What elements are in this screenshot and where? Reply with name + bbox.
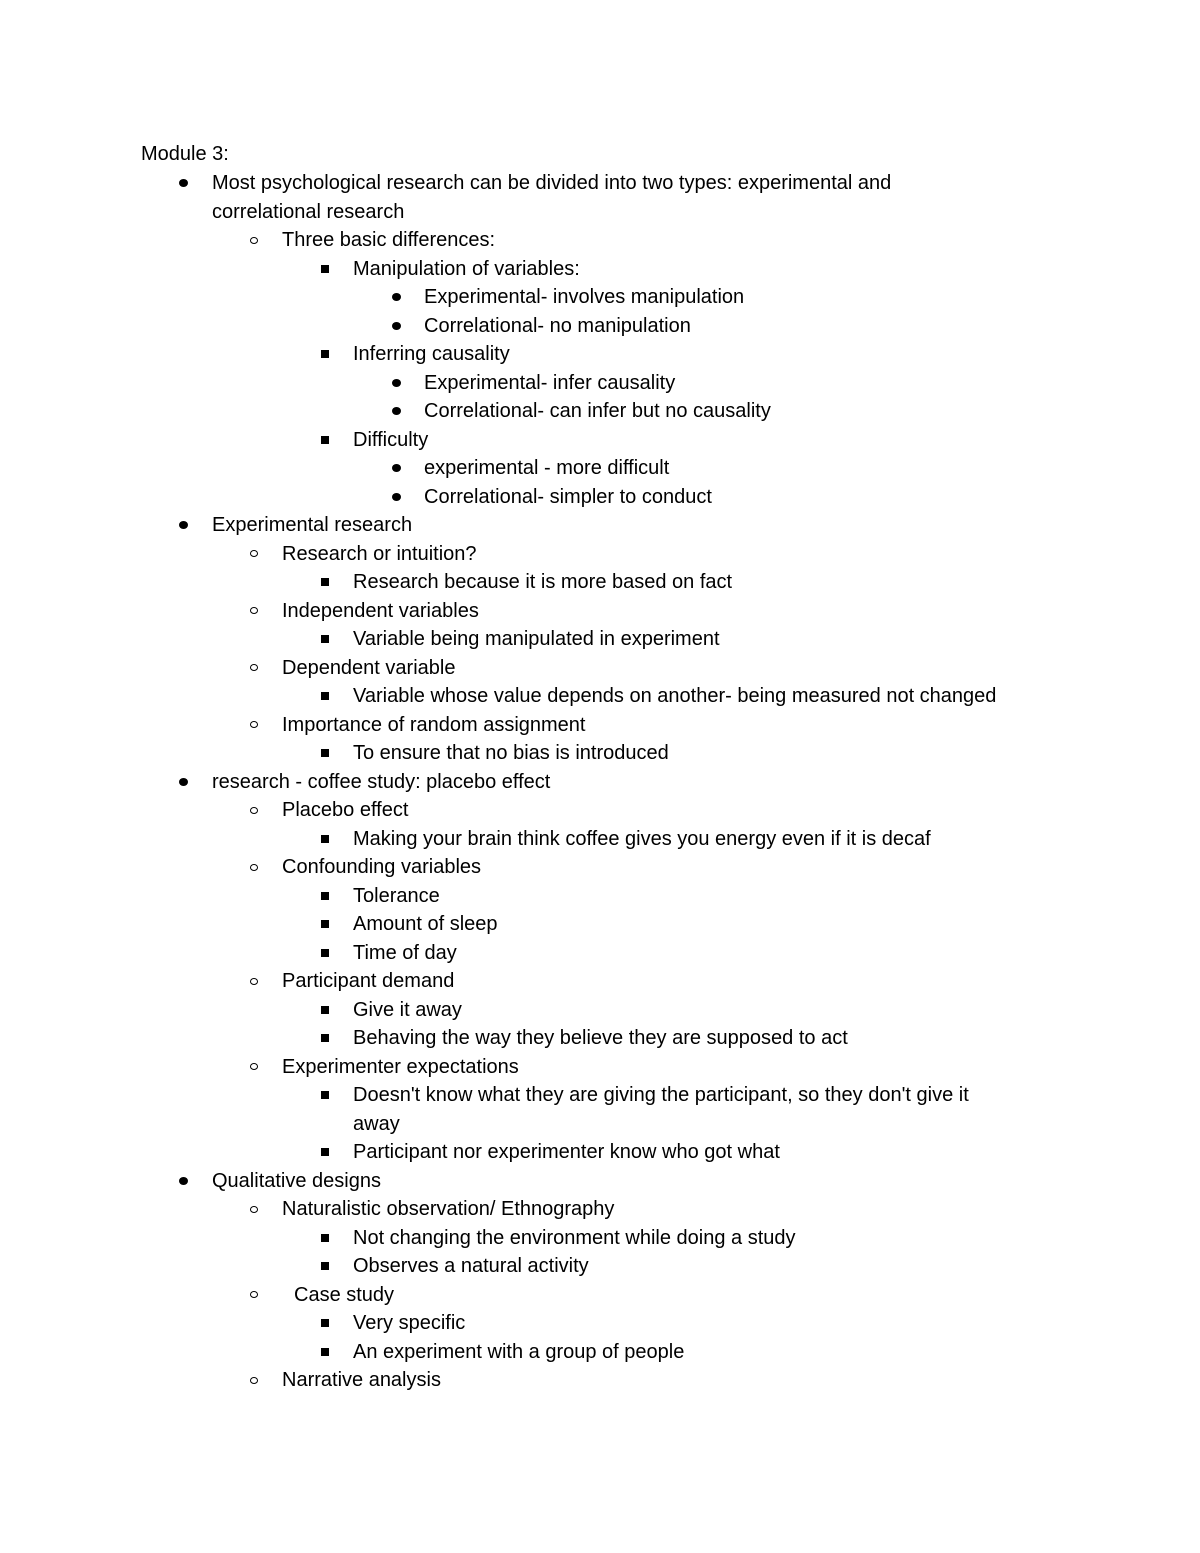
list-item (0, 312, 1200, 341)
list-item-text: Experimental research (212, 514, 413, 536)
list-item-text: Participant demand (282, 970, 455, 992)
list-item (0, 426, 1200, 455)
list-item-text: Very specific (353, 1312, 466, 1334)
circle-bullet-icon (247, 796, 261, 825)
list-item (0, 1309, 1200, 1338)
circle-bullet-icon (247, 1195, 261, 1224)
list-item (0, 511, 1200, 540)
list-item (0, 1195, 1200, 1224)
list-item-text: research - coffee study: placebo effect (212, 770, 551, 793)
list-item (0, 568, 1200, 597)
disc-bullet-icon (389, 283, 403, 312)
circle-bullet-icon (247, 226, 261, 255)
list-item-text: Independent variables (282, 599, 479, 622)
square-bullet-icon (318, 568, 332, 597)
list-item (0, 711, 1200, 740)
list-item (0, 483, 1200, 512)
list-item (0, 768, 1200, 797)
list-item-text: Correlational- no manipulation (424, 314, 691, 337)
list-item-text: Doesn't know what they are giving the participant, so they don't give it (353, 1084, 969, 1106)
list-item-text: Research because it is more based on fact (353, 571, 733, 593)
list-item-text: Time of day (353, 941, 457, 964)
list-item-text: correlational research (212, 200, 405, 223)
list-item-text: Research or intuition? (282, 542, 477, 565)
circle-bullet-icon (247, 654, 261, 683)
list-item (0, 796, 1200, 825)
list-item-text: away (353, 1112, 400, 1135)
list-item (0, 682, 1200, 711)
square-bullet-icon (318, 1224, 332, 1253)
list-item-text: experimental - more difficult (424, 457, 670, 479)
list-item-text: Naturalistic observation/ Ethnography (282, 1198, 615, 1220)
disc-bullet-icon (389, 397, 403, 426)
square-bullet-icon (318, 625, 332, 654)
list-item (0, 198, 1200, 227)
list-item-text: Variable whose value depends on another- being measured not changed (353, 685, 997, 707)
list-item (0, 654, 1200, 683)
list-item-text: Experimenter expectations (282, 1055, 519, 1078)
list-item (0, 1024, 1200, 1053)
list-item (0, 283, 1200, 312)
list-item-text: Not changing the environment while doing a study (353, 1226, 796, 1249)
list-item-text: Manipulation of variables: (353, 257, 580, 280)
circle-bullet-icon (247, 1053, 261, 1082)
list-item (0, 454, 1200, 483)
list-item (0, 1338, 1200, 1367)
list-item-text: Narrative analysis (282, 1369, 441, 1391)
list-item (0, 739, 1200, 768)
list-item (0, 1167, 1200, 1196)
list-item (0, 825, 1200, 854)
list-item-text: Difficulty (353, 428, 429, 451)
list-item-text: Variable being manipulated in experiment (353, 628, 720, 650)
list-item-text: Dependent variable (282, 656, 456, 679)
list-item-text: Experimental- infer causality (424, 371, 676, 394)
list-item-text: Three basic differences: (282, 229, 496, 251)
list-item-text: Correlational- simpler to conduct (424, 485, 712, 508)
list-item-text: Qualitative designs (212, 1169, 381, 1192)
square-bullet-icon (318, 340, 332, 369)
square-bullet-icon (318, 996, 332, 1025)
list-item-text: Placebo effect (282, 799, 409, 821)
disc-bullet-icon (389, 483, 403, 512)
list-item (0, 369, 1200, 398)
list-item (0, 1081, 1200, 1110)
list-item-text: Observes a natural activity (353, 1255, 589, 1277)
list-item-text: Correlational- can infer but no causality (424, 400, 771, 422)
list-item (0, 625, 1200, 654)
list-item (0, 1281, 1200, 1310)
list-item-text: Amount of sleep (353, 913, 498, 935)
list-item (0, 967, 1200, 996)
disc-bullet-icon (389, 454, 403, 483)
circle-bullet-icon (247, 1366, 261, 1395)
square-bullet-icon (318, 939, 332, 968)
list-item (0, 1110, 1200, 1139)
circle-bullet-icon (247, 967, 261, 996)
list-item (0, 1053, 1200, 1082)
square-bullet-icon (318, 1309, 332, 1338)
list-item-text: Most psychological research can be divided into two types: experimental and (212, 172, 892, 194)
square-bullet-icon (318, 255, 332, 284)
outline-list (0, 169, 1200, 1395)
disc-bullet-icon (176, 768, 190, 797)
square-bullet-icon (318, 825, 332, 854)
circle-bullet-icon (247, 711, 261, 740)
list-item-text: An experiment with a group of people (353, 1340, 685, 1363)
list-item (0, 910, 1200, 939)
disc-bullet-icon (176, 511, 190, 540)
list-item (0, 1366, 1200, 1395)
list-item (0, 226, 1200, 255)
list-item-text: To ensure that no bias is introduced (353, 742, 669, 764)
list-item (0, 1224, 1200, 1253)
square-bullet-icon (318, 1024, 332, 1053)
disc-bullet-icon (176, 169, 190, 198)
square-bullet-icon (318, 1252, 332, 1281)
list-item-text: Importance of random assignment (282, 713, 586, 736)
list-item (0, 540, 1200, 569)
square-bullet-icon (318, 910, 332, 939)
list-item (0, 255, 1200, 284)
list-item-text: Give it away (353, 998, 462, 1021)
disc-bullet-icon (176, 1167, 190, 1196)
circle-bullet-icon (247, 853, 261, 882)
list-item (0, 397, 1200, 426)
circle-bullet-icon (247, 540, 261, 569)
list-item-text: Making your brain think coffee gives you energy even if it is decaf (353, 827, 931, 850)
list-item-text: Experimental- involves manipulation (424, 286, 745, 308)
circle-bullet-icon (247, 597, 261, 626)
list-item (0, 340, 1200, 369)
list-item-text: Tolerance (353, 884, 440, 907)
list-item (0, 939, 1200, 968)
square-bullet-icon (318, 426, 332, 455)
list-item-text: Behaving the way they believe they are supposed to act (353, 1027, 848, 1049)
list-item-text: Participant nor experimenter know who got what (353, 1141, 780, 1163)
square-bullet-icon (318, 682, 332, 711)
list-item-text: Inferring causality (353, 343, 510, 365)
disc-bullet-icon (389, 369, 403, 398)
list-item (0, 853, 1200, 882)
square-bullet-icon (318, 1081, 332, 1110)
list-item-text: Confounding variables (282, 856, 482, 878)
list-item (0, 597, 1200, 626)
square-bullet-icon (318, 1338, 332, 1367)
list-item (0, 169, 1200, 198)
list-item-text: Case study (294, 1283, 395, 1306)
list-item (0, 1138, 1200, 1167)
list-item (0, 882, 1200, 911)
square-bullet-icon (318, 739, 332, 768)
square-bullet-icon (318, 882, 332, 911)
page-title: Module 3: (141, 143, 229, 165)
disc-bullet-icon (389, 312, 403, 341)
circle-bullet-icon (247, 1281, 261, 1310)
list-item (0, 996, 1200, 1025)
list-item (0, 1252, 1200, 1281)
square-bullet-icon (318, 1138, 332, 1167)
